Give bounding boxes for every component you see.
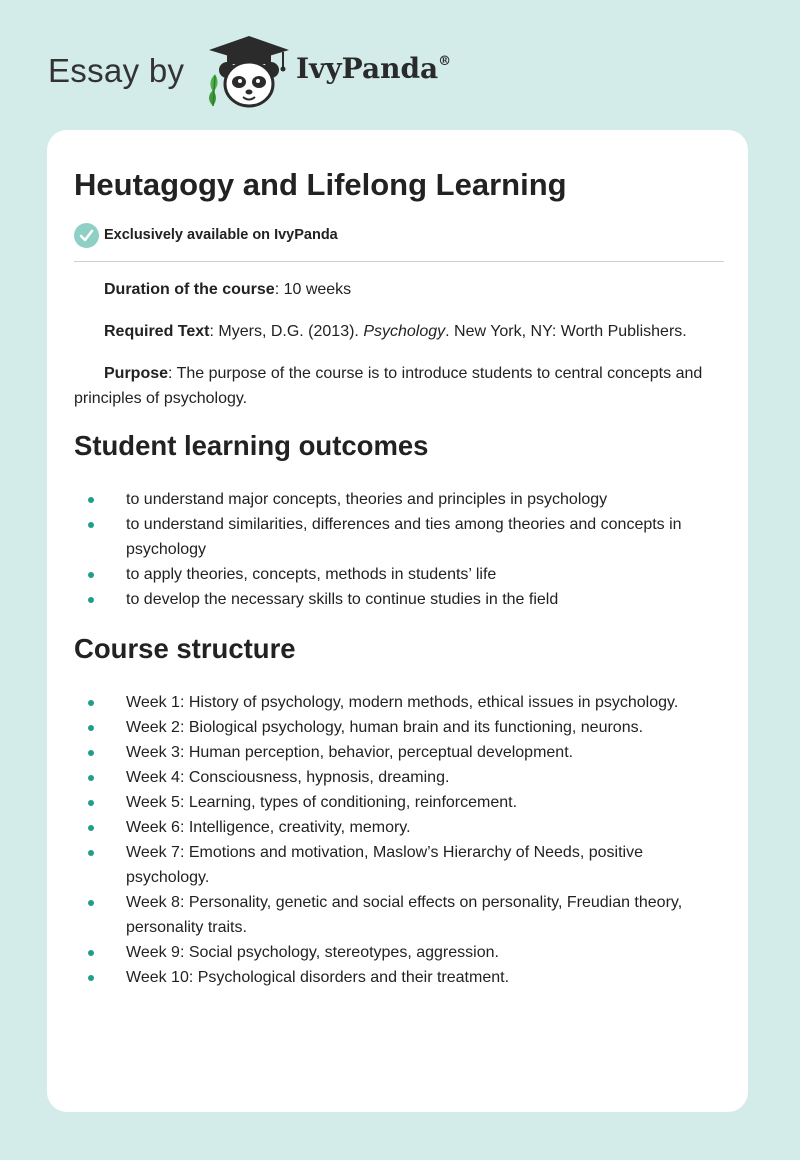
panda-logo-icon[interactable] [203, 34, 295, 112]
list-item: Week 6: Intelligence, creativity, memory. [74, 815, 724, 840]
check-icon [74, 223, 99, 248]
bullet-icon [88, 800, 94, 806]
list-item: to understand similarities, differences and ties among theories and concepts in psychology [74, 512, 724, 562]
badge-label: Exclusively available on IvyPanda [104, 227, 338, 243]
list-item: Week 7: Emotions and motivation, Maslow’s Hierarchy of Needs, positive psychology. [74, 840, 724, 890]
brand-name[interactable]: IvyPanda® [296, 52, 452, 85]
bullet-icon [88, 597, 94, 603]
list-item: Week 5: Learning, types of conditioning, reinforcement. [74, 790, 724, 815]
essay-by-label: Essay by [48, 52, 185, 89]
list-item: to understand major concepts, theories and principles in psychology [74, 487, 724, 512]
bullet-icon [88, 950, 94, 956]
bullet-icon [88, 497, 94, 503]
structure-list [74, 690, 724, 990]
bullet-icon [88, 700, 94, 706]
list-item: Week 8: Personality, genetic and social effects on personality, Freudian theory, personality traits. [74, 890, 724, 940]
bullet-icon [88, 572, 94, 578]
bullet-icon [88, 850, 94, 856]
bullet-icon [88, 900, 94, 906]
bullet-icon [88, 750, 94, 756]
list-item: to apply theories, concepts, methods in students’ life [74, 562, 724, 587]
list-item: Week 4: Consciousness, hypnosis, dreaming. [74, 765, 724, 790]
list-item: Week 10: Psychological disorders and their treatment. [74, 965, 724, 990]
list-item: Week 2: Biological psychology, human brain and its functioning, neurons. [74, 715, 724, 740]
bullet-icon [88, 522, 94, 528]
outcomes-list [74, 487, 724, 612]
duration-paragraph: Duration of the course: 10 weeks [104, 281, 352, 298]
bullet-icon [88, 825, 94, 831]
bullet-icon [88, 975, 94, 981]
outcomes-heading: Student learning outcomes [74, 430, 429, 461]
structure-heading: Course structure [74, 633, 296, 664]
list-item: Week 1: History of psychology, modern methods, ethical issues in psychology. [74, 690, 724, 715]
exclusive-badge [74, 222, 338, 248]
site-header [48, 34, 568, 114]
bullet-icon [88, 775, 94, 781]
bullet-icon [88, 725, 94, 731]
essay-card [47, 130, 748, 1112]
list-item: Week 9: Social psychology, stereotypes, aggression. [74, 940, 724, 965]
list-item: to develop the necessary skills to continue studies in the field [74, 587, 724, 612]
required-text-paragraph: Required Text: Myers, D.G. (2013). Psychology. New York, NY: Worth Publishers. [104, 323, 687, 340]
page-title: Heutagogy and Lifelong Learning [74, 167, 567, 202]
list-item: Week 3: Human perception, behavior, perceptual development. [74, 740, 724, 765]
purpose-paragraph: Purpose: The purpose of the course is to introduce students to central concepts and principles of psychology. [74, 365, 703, 407]
divider [74, 261, 724, 262]
